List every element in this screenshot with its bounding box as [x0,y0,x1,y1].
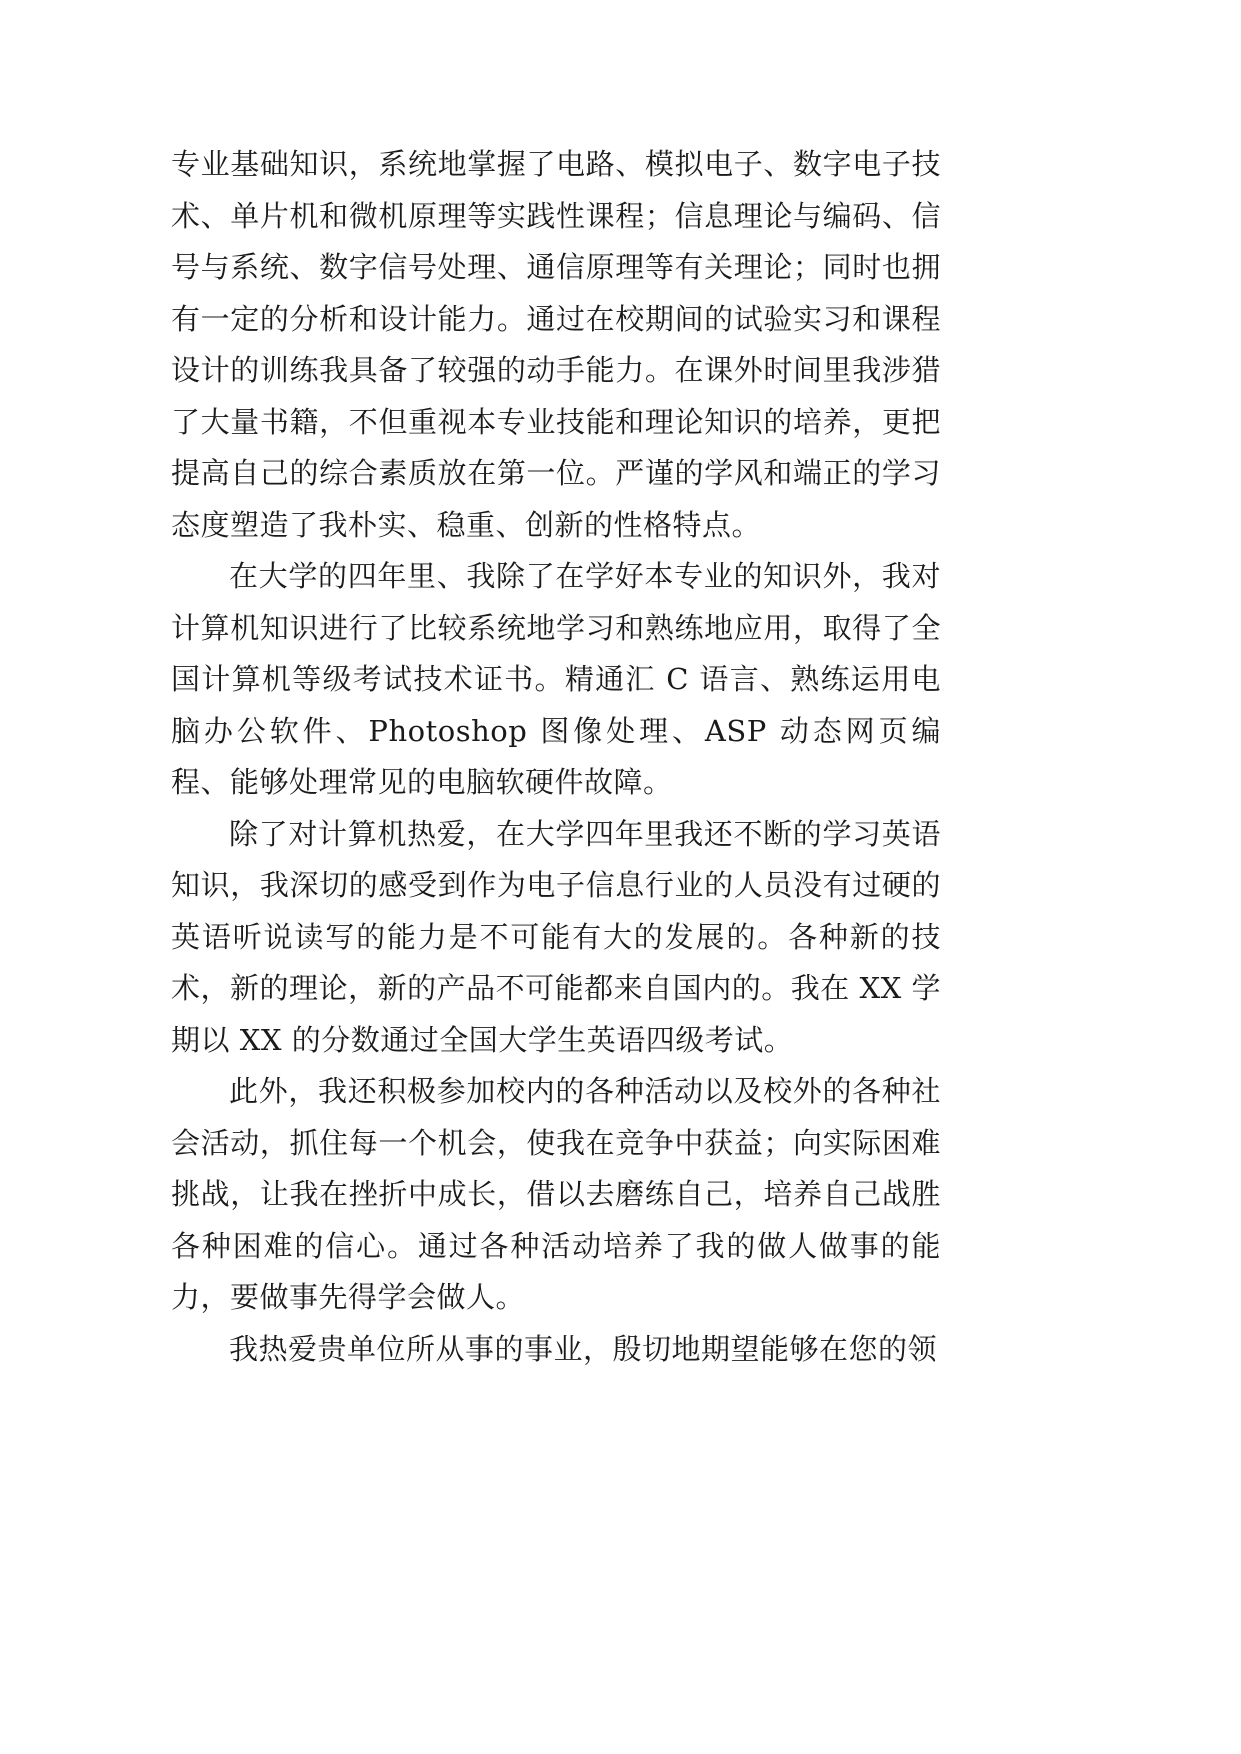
paragraph-activities: 此外，我还积极参加校内的各种活动以及校外的各种社会活动，抓住每一个机会，使我在竞争中获益；向实际困难挑战，让我在挫折中成长，借以去磨练自己，培养自己战胜各种困难的信心。通过各种活动培养了我的做人做事的能力，要做事先得学会做人。 [171,1074,941,1314]
paragraph-closing: 我热爱贵单位所从事的事业，殷切地期望能够在您的领 [229,1331,938,1366]
paragraph-english-skills: 除了对计算机热爱，在大学四年里我还不断的学习英语知识，我深切的感受到作为电子信息行业的人员没有过硬的英语听说读写的能力是不可能有大的发展的。各种新的技术，新的理论，新的产品不可能都来自国内的。我在 XX 学期以 XX 的分数通过全国大学生英语四级考试。 [171,816,941,1057]
paragraph-continuation: 专业基础知识，系统地掌握了电路、模拟电子、数字电子技术、单片机和微机原理等实践性课程；信息理论与编码、信号与系统、数字信号处理、通信原理等有关理论；同时也拥有一定的分析和设计能力。通过在校期间的试验实习和课程设计的训练我具备了较强的动手能力。在课外时间里我涉猎了大量书籍，不但重视本专业技能和理论知识的培养，更把提高自己的综合素质放在第一位。严谨的学风和端正的学习态度塑造了我朴实、稳重、创新的性格特点。 [171,147,941,542]
document-body [171,139,941,1375]
paragraph-computer-skills: 在大学的四年里、我除了在学好本专业的知识外，我对计算机知识进行了比较系统地学习和熟练地应用，取得了全国计算机等级考试技术证书。精通汇 C 语言、熟练运用电脑办公软件、Photoshop 图像处理、ASP 动态网页编程、能够处理常见的电脑软硬件故障。 [171,559,941,799]
